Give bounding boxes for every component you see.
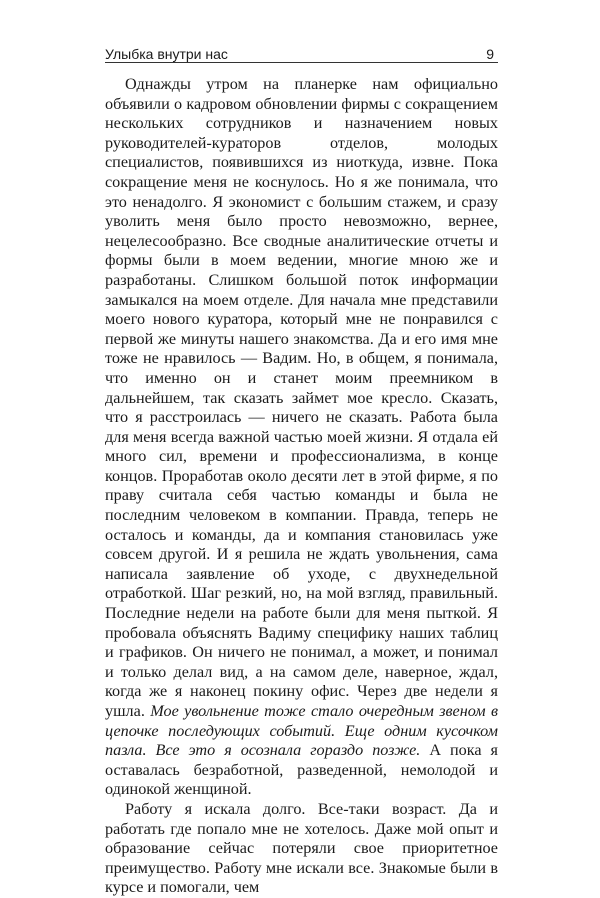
- paragraph-text: А пока я оставалась безработной, разведенной, немолодой и одинокой женщиной.: [105, 741, 499, 799]
- page-number: 9: [486, 46, 494, 62]
- running-title: Улыбка внутри нас: [105, 46, 228, 62]
- italic-passage: Мое увольнение тоже стало очередным звеном в цепочке последующих событий. Еще одним кусочком пазла. Все это я осознала гораздо позже.: [105, 702, 498, 760]
- running-header: [105, 36, 498, 60]
- paragraph: [105, 75, 498, 800]
- header-rule: [105, 62, 498, 63]
- paragraph: Работу я искала долго. Все-таки возраст. Да и работать где попало мне не хотелось. Даже мой опыт и образование сейчас потеряли свое приоритетное преимущество. Работу мне искали все. Знакомые были в курсе и помогали, чем: [105, 799, 498, 897]
- paragraph-text: Однажды утром на планерке нам официально объявили о кадровом обновлении фирмы с сокращением нескольких сотрудников и назначением новых руководителей-кураторов отделов, молодых специалистов, появившихся из ниоткуда, извне. Пока сокращение меня не коснулось. Но я же понимала, что это ненадолго. Я экономист с большим стажем, и сразу уволить меня было просто невозможно, вернее, нецелесообразно. Все сводные аналитические отчеты и формы были в моем ведении, многие мною же и разработаны. Слишком большой поток информации замыкался на моем отделе. Для начала мне представили моего нового куратора, который мне не понравился с первой же минуты нашего знакомства. Да и его имя мне тоже не нравилось — Вадим. Но, в общем, я понимала, что именно он и станет моим преемником в дальнейшем, так сказать займет мое кресло. Сказать, что я расстроилась — ничего не сказать. Работа была для меня всегда важной частью моей жизни. Я отдала ей много сил, времени и профессионализма, в конце концов. Проработав около десяти лет в этой фирме, я по праву считала себя частью команды и была не последним человеком в компании. Правда, теперь не осталось и команды, да и компания становилась уже совсем другой. И я решила не ждать увольнения, сама написала заявление об уходе, с двухнедельной отработкой. Шаг резкий, но, на мой взгляд, правильный. Последние недели на работе были для меня пыткой. Я пробовала объяснять Вадиму специфику наших таблиц и графиков. Он ничего не понимал, а может, и понимал и только делал вид, а на самом деле, наверное, ждал, когда же я наконец покину офис. Через две недели я ушла.: [105, 75, 498, 720]
- body-text: [105, 75, 498, 898]
